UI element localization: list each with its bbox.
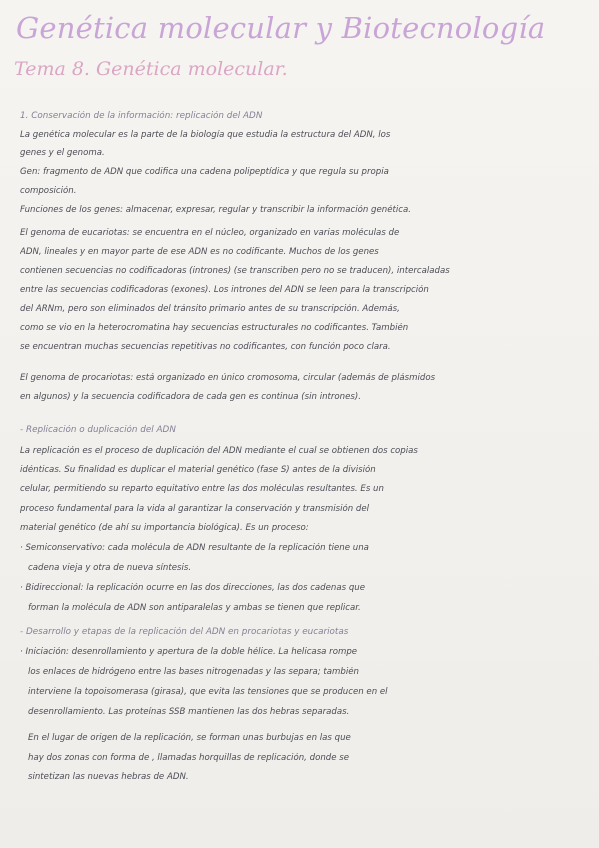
text-line: composición.	[20, 186, 77, 196]
text-line: material genético (de ahí su importancia biológica). Es un proceso:	[20, 523, 309, 533]
text-line: interviene la topoisomerasa (girasa), que evita las tensiones que se producen en el	[28, 687, 388, 697]
page-title: Genética molecular y Biotecnología	[16, 11, 546, 45]
text-line: los enlaces de hidrógeno entre las bases nitrogenadas y las separa; también	[28, 667, 359, 677]
bullet-iniciacion: · Iniciación: desenrollamiento y apertura de la doble hélice. La helicasa rompe	[20, 647, 358, 657]
text-line: celular, permitiendo su reparto equitativo entre las dos moléculas resultantes. Es un	[20, 484, 384, 494]
text-line: En el lugar de origen de la replicación, se forman unas burbujas en las que	[28, 733, 351, 743]
text-line: como se vio en la heterocromatina hay secuencias estructurales no codificantes. También	[20, 323, 409, 333]
text-line: del ARNm, pero son eliminados del tránsito primario antes de su transcripción. Además,	[20, 304, 400, 314]
text-line: sintetizan las nuevas hebras de ADN.	[28, 772, 189, 782]
text-line: se encuentran muchas secuencias repetitivas no codificantes, con función poco clara.	[20, 342, 391, 352]
section-title: Tema 8. Genética molecular.	[14, 58, 288, 80]
text-line: idénticas. Su finalidad es duplicar el material genético (fase S) antes de la división	[20, 465, 376, 475]
text-line: La genética molecular es la parte de la biología que estudia la estructura del ADN, los	[20, 130, 391, 140]
text-line: El genoma de procariotas: está organizado en único cromosoma, circular (además de plásmidos	[20, 373, 436, 383]
text-line: Funciones de los genes: almacenar, expresar, regular y transcribir la información genética.	[20, 205, 412, 215]
text-line: forman la molécula de ADN son antiparalelas y ambas se tienen que replicar.	[28, 603, 361, 613]
heading-conservacion: 1. Conservación de la información: replicación del ADN	[20, 111, 263, 121]
text-line: La replicación es el proceso de duplicación del ADN mediante el cual se obtienen dos copias	[20, 446, 418, 456]
text-line: genes y el genoma.	[20, 148, 105, 158]
bullet-bidireccional: · Bidireccional: la replicación ocurre en las dos direcciones, las dos cadenas que	[20, 583, 366, 593]
text-line: proceso fundamental para la vida al garantizar la conservación y transmisión del	[20, 504, 370, 514]
bullet-semiconservativo: · Semiconservativo: cada molécula de ADN resultante de la replicación tiene una	[20, 543, 369, 553]
heading-replicacion: - Replicación o duplicación del ADN	[20, 425, 176, 435]
text-line: cadena vieja y otra de nueva síntesis.	[28, 563, 192, 573]
text-line: entre las secuencias codificadoras (exones). Los intrones del ADN se leen para la transcripción	[20, 285, 429, 295]
text-line: Gen: fragmento de ADN que codifica una cadena polipeptídica y que regula su propia	[20, 167, 389, 177]
text-line: hay dos zonas con forma de , llamadas horquillas de replicación, donde se	[28, 753, 350, 763]
text-line: El genoma de eucariotas: se encuentra en el núcleo, organizado en varias moléculas de	[20, 228, 400, 238]
text-line: ADN, lineales y en mayor parte de ese ADN es no codificante. Muchos de los genes	[20, 247, 379, 257]
text-line: contienen secuencias no codificadoras (intrones) (se transcriben pero no se traducen), intercaladas	[20, 266, 450, 276]
text-line: en algunos) y la secuencia codificadora de cada gen es continua (sin intrones).	[20, 392, 361, 402]
heading-desarrollo: - Desarrollo y etapas de la replicación del ADN en procariotas y eucariotas	[20, 627, 349, 637]
text-line: desenrollamiento. Las proteínas SSB mantienen las dos hebras separadas.	[28, 707, 350, 717]
